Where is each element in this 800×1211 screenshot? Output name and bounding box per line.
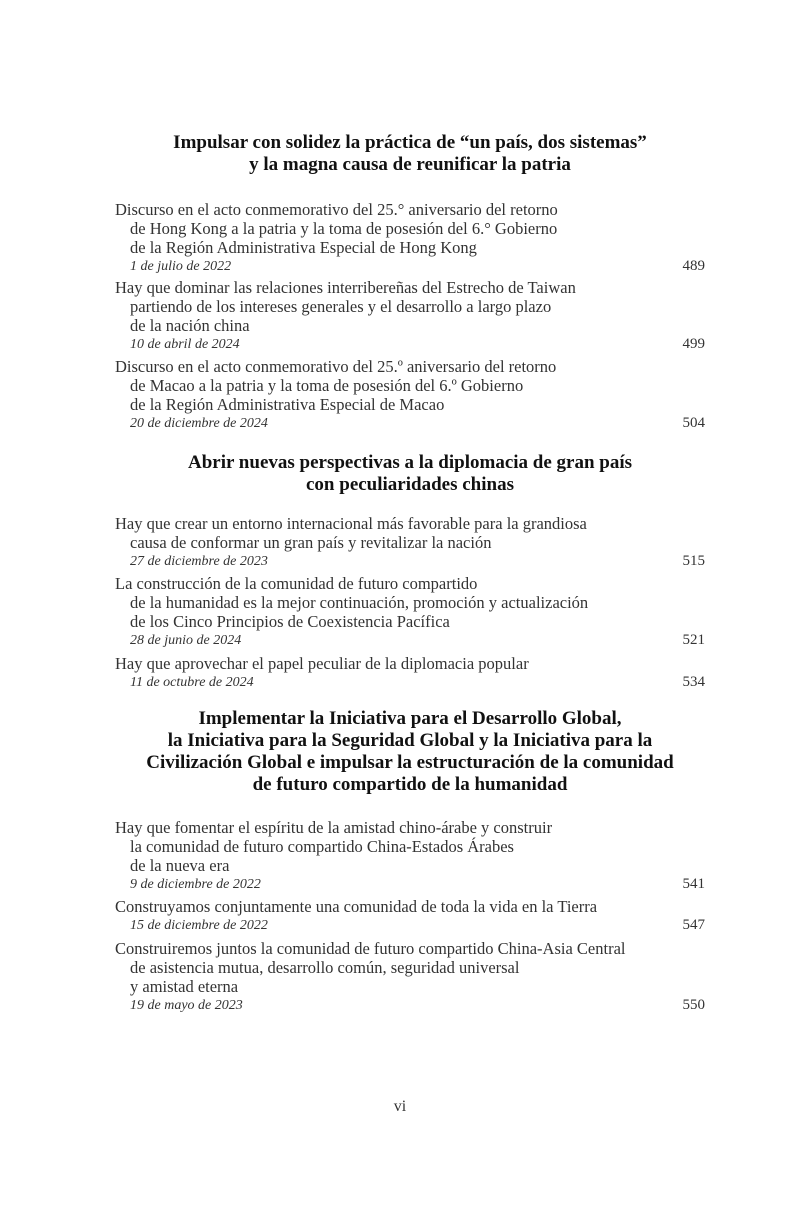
section-heading-line: Implementar la Iniciativa para el Desarrollo Global, bbox=[198, 708, 622, 729]
entry-page-number: 521 bbox=[682, 632, 705, 648]
toc-entry[interactable] bbox=[115, 897, 705, 935]
entry-date: 15 de diciembre de 2022 bbox=[130, 918, 268, 933]
entry-title-line: causa de conformar un gran país y revitalizar la nación bbox=[130, 533, 492, 552]
entry-title-line: de la nación china bbox=[130, 316, 250, 335]
entry-title-line: Construyamos conjuntamente una comunidad de toda la vida en la Tierra bbox=[115, 897, 598, 916]
entry-title-line: de la nueva era bbox=[130, 856, 230, 875]
entry-page-number: 499 bbox=[682, 336, 705, 352]
entry-title-line: Hay que dominar las relaciones interribereñas del Estrecho de Taiwan bbox=[115, 278, 576, 297]
entry-title-line: de Hong Kong a la patria y la toma de posesión del 6.° Gobierno bbox=[130, 219, 558, 238]
entry-date: 11 de octubre de 2024 bbox=[130, 675, 254, 690]
toc-entry[interactable] bbox=[115, 818, 705, 894]
section-heading-line: y la magna causa de reunificar la patria bbox=[249, 154, 571, 175]
entry-title-line: de la humanidad es la mejor continuación, promoción y actualización bbox=[130, 593, 589, 612]
entry-title-line: Hay que crear un entorno internacional más favorable para la grandiosa bbox=[115, 514, 587, 533]
entry-title-line: de la Región Administrativa Especial de Hong Kong bbox=[130, 238, 477, 257]
entry-date: 27 de diciembre de 2023 bbox=[130, 554, 268, 569]
section-heading-line: Civilización Global e impulsar la estructuración de la comunidad bbox=[146, 752, 674, 773]
page-folio: vi bbox=[393, 1098, 407, 1115]
section-heading-line: con peculiaridades chinas bbox=[306, 474, 514, 495]
entry-title-line: Discurso en el acto conmemorativo del 25.° aniversario del retorno bbox=[115, 200, 558, 219]
entry-page-number: 550 bbox=[682, 997, 705, 1013]
entry-page-number: 547 bbox=[682, 917, 705, 933]
toc-entry[interactable] bbox=[115, 200, 705, 276]
entry-date: 10 de abril de 2024 bbox=[130, 337, 240, 352]
entry-title-line: La construcción de la comunidad de futuro compartido bbox=[115, 574, 478, 593]
entry-title-line: de la Región Administrativa Especial de Macao bbox=[130, 395, 445, 414]
section-heading-line: de futuro compartido de la humanidad bbox=[252, 774, 568, 795]
entry-page-number: 489 bbox=[682, 258, 705, 274]
toc-entry[interactable] bbox=[115, 939, 705, 1015]
entry-date: 28 de junio de 2024 bbox=[130, 633, 242, 648]
toc-entry[interactable] bbox=[115, 357, 705, 433]
entry-page-number: 541 bbox=[682, 876, 705, 892]
entry-title-line: Hay que fomentar el espíritu de la amistad chino-árabe y construir bbox=[115, 818, 553, 837]
section-heading-line: Impulsar con solidez la práctica de “un país, dos sistemas” bbox=[173, 132, 647, 153]
entry-date: 1 de julio de 2022 bbox=[130, 259, 232, 274]
entry-title-line: Construiremos juntos la comunidad de futuro compartido China-Asia Central bbox=[115, 939, 626, 958]
section-heading bbox=[100, 708, 720, 796]
toc-entry[interactable] bbox=[115, 654, 705, 692]
entry-page-number: 534 bbox=[682, 674, 705, 690]
entry-date: 9 de diciembre de 2022 bbox=[130, 877, 261, 892]
section-heading-line: la Iniciativa para la Seguridad Global y la Iniciativa para la bbox=[167, 730, 653, 751]
section-heading bbox=[100, 452, 720, 496]
entry-page-number: 515 bbox=[682, 553, 705, 569]
entry-page-number: 504 bbox=[682, 415, 705, 431]
entry-title-line: y amistad eterna bbox=[130, 977, 239, 996]
toc-entry[interactable] bbox=[115, 514, 705, 571]
entry-title-line: la comunidad de futuro compartido China-Estados Árabes bbox=[130, 837, 514, 856]
section-heading-line: Abrir nuevas perspectivas a la diplomacia de gran país bbox=[187, 452, 633, 473]
entry-title-line: de asistencia mutua, desarrollo común, seguridad universal bbox=[130, 958, 520, 977]
entry-title-line: de Macao a la patria y la toma de posesión del 6.º Gobierno bbox=[130, 376, 524, 395]
entry-title-line: Hay que aprovechar el papel peculiar de la diplomacia popular bbox=[115, 654, 529, 673]
entry-date: 19 de mayo de 2023 bbox=[130, 998, 243, 1013]
entry-title-line: partiendo de los intereses generales y el desarrollo a largo plazo bbox=[130, 297, 552, 316]
section-heading bbox=[100, 132, 720, 176]
entry-date: 20 de diciembre de 2024 bbox=[130, 416, 268, 431]
toc-entry[interactable] bbox=[115, 278, 705, 354]
toc-entry[interactable] bbox=[115, 574, 705, 650]
entry-title-line: de los Cinco Principios de Coexistencia Pacífica bbox=[130, 612, 450, 631]
entry-title-line: Discurso en el acto conmemorativo del 25.º aniversario del retorno bbox=[115, 357, 557, 376]
